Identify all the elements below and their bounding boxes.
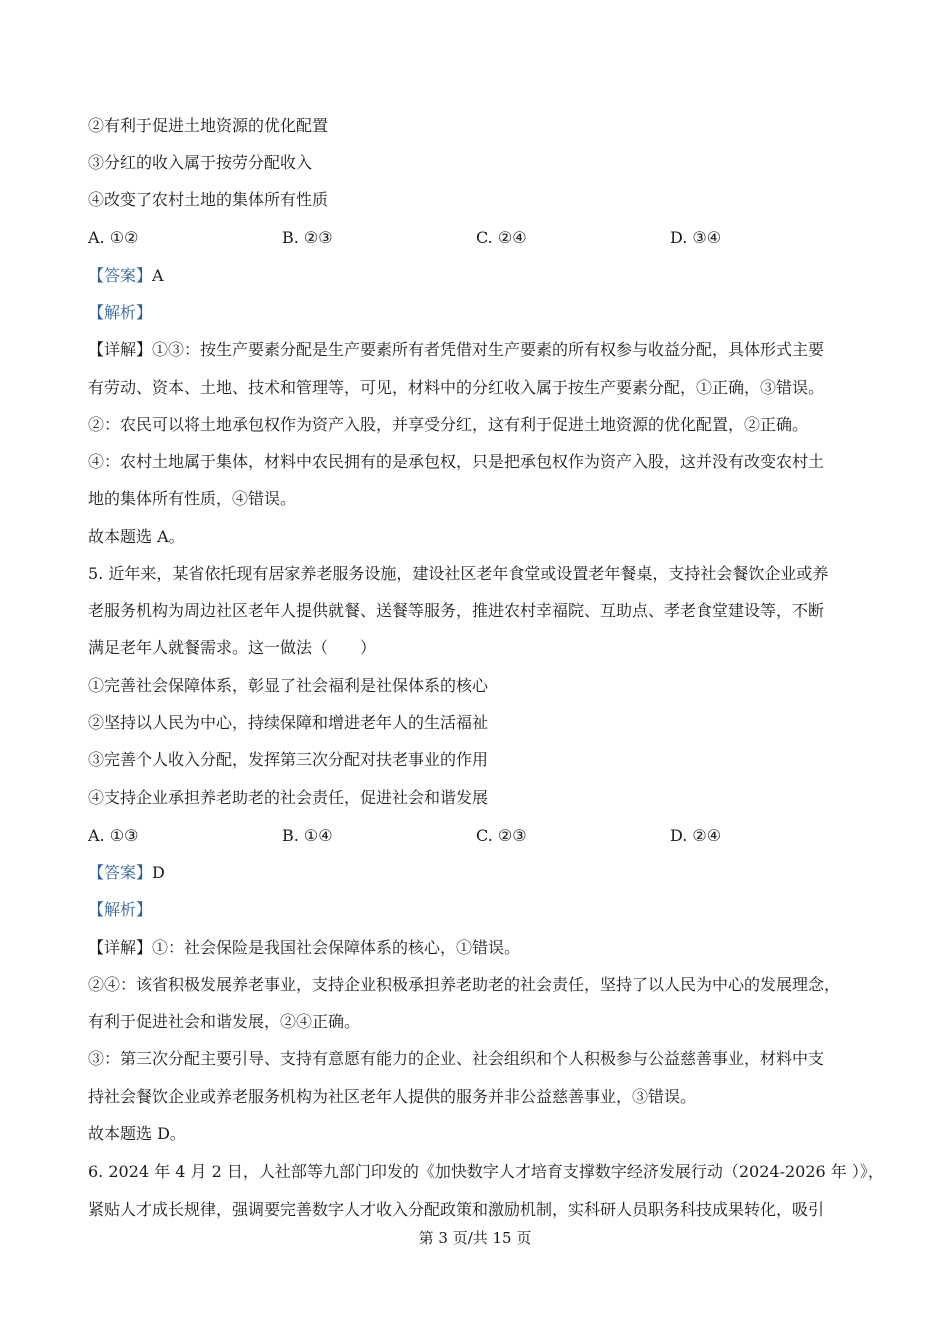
q5-detail-2b: 有利于促进社会和谐发展，②④正确。 (88, 1012, 361, 1031)
q4-analysis-label: 【解析】 (88, 303, 153, 322)
q5-detail-3b: 持社会餐饮企业或养老服务机构为社区老年人提供的服务并非公益慈善事业，③错误。 (88, 1087, 697, 1106)
q5-statement-3: ③完善个人收入分配，发挥第三次分配对扶老事业的作用 (88, 750, 489, 769)
q5-statement-4: ④支持企业承担养老助老的社会责任，促进社会和谐发展 (88, 788, 489, 807)
q4-detail-3a: ④：农村土地属于集体，材料中农民拥有的是承包权，只是把承包权作为资产入股，这并没有改变农村土 (88, 452, 825, 471)
q4-detail-3b: 地的集体所有性质，④错误。 (88, 489, 297, 508)
q6-stem-1: 6. 2024 年 4 月 2 日，人社部等九部门印发的《加快数字人才培育支撑数字经济发展行动（2024-2026 年 ）》， (88, 1162, 884, 1181)
q5-statement-1: ①完善社会保障体系，彰显了社会福利是社保体系的核心 (88, 676, 489, 695)
q5-option-d: D. ②④ (670, 826, 722, 845)
q4-option-a: A. ①② (88, 228, 139, 247)
q5-detail-3a: ③：第三次分配主要引导、支持有意愿有能力的企业、社会组织和个人积极参与公益慈善事业，材料中支 (88, 1049, 825, 1068)
detail-label: 【详解】 (88, 938, 153, 957)
q6-stem-2: 紧贴人才成长规律，强调要完善数字人才收入分配政策和激励机制，实科研人员职务科技成果转化，吸引 (88, 1200, 825, 1219)
q5-detail-2a: ②④：该省积极发展养老事业，支持企业积极承担养老助老的社会责任，坚持了以人民为中心的发展理念， (88, 975, 841, 994)
q4-option-b: B. ②③ (282, 228, 333, 247)
detail-text: ①③：按生产要素分配是生产要素所有者凭借对生产要素的所有权参与收益分配，具体形式主要 (152, 340, 825, 359)
q4-answer (88, 266, 164, 286)
q4-detail-2: ②：农民可以将土地承包权作为资产入股，并享受分红，这有利于促进土地资源的优化配置，②正确。 (88, 415, 809, 434)
answer-label: 【答案】 (88, 266, 153, 285)
q4-option-c: C. ②④ (476, 228, 527, 247)
q4-conclusion: 故本题选 A。 (88, 527, 185, 546)
q5-option-a: A. ①③ (88, 826, 139, 845)
detail-label: 【详解】 (88, 340, 153, 359)
q5-conclusion: 故本题选 D。 (88, 1124, 186, 1143)
q5-option-b: B. ①④ (282, 826, 333, 845)
page-footer: 第 3 页/共 15 页 (418, 1229, 532, 1247)
answer-value: A (152, 266, 164, 285)
q4-detail-1b: 有劳动、资本、土地、技术和管理等，可见，材料中的分红收入属于按生产要素分配，①正确，③错误。 (88, 378, 825, 397)
q5-statement-2: ②坚持以人民为中心，持续保障和增进老年人的生活福祉 (88, 713, 489, 732)
q5-detail-1 (88, 938, 520, 958)
q4-detail-1a (88, 340, 824, 360)
q5-answer (88, 863, 165, 883)
q5-stem-2: 老服务机构为周边社区老年人提供就餐、送餐等服务，推进农村幸福院、互助点、孝老食堂建设等，不断 (88, 601, 825, 620)
q4-statement-2: ②有利于促进土地资源的优化配置 (88, 116, 329, 135)
q4-option-d: D. ③④ (670, 228, 722, 247)
answer-value: D (152, 863, 165, 882)
answer-label: 【答案】 (88, 863, 153, 882)
detail-text: ①：社会保险是我国社会保障体系的核心，①错误。 (152, 938, 521, 957)
q4-statement-4: ④改变了农村土地的集体所有性质 (88, 190, 329, 209)
q5-stem-3: 满足老年人就餐需求。这一做法（ ） (88, 638, 377, 657)
q4-statement-3: ③分红的收入属于按劳分配收入 (88, 153, 313, 172)
q5-option-c: C. ②③ (476, 826, 527, 845)
q5-stem-1: 5. 近年来，某省依托现有居家养老服务设施，建设社区老年食堂或设置老年餐桌，支持社会餐饮企业或养 (88, 564, 829, 583)
q5-analysis-label: 【解析】 (88, 900, 153, 919)
